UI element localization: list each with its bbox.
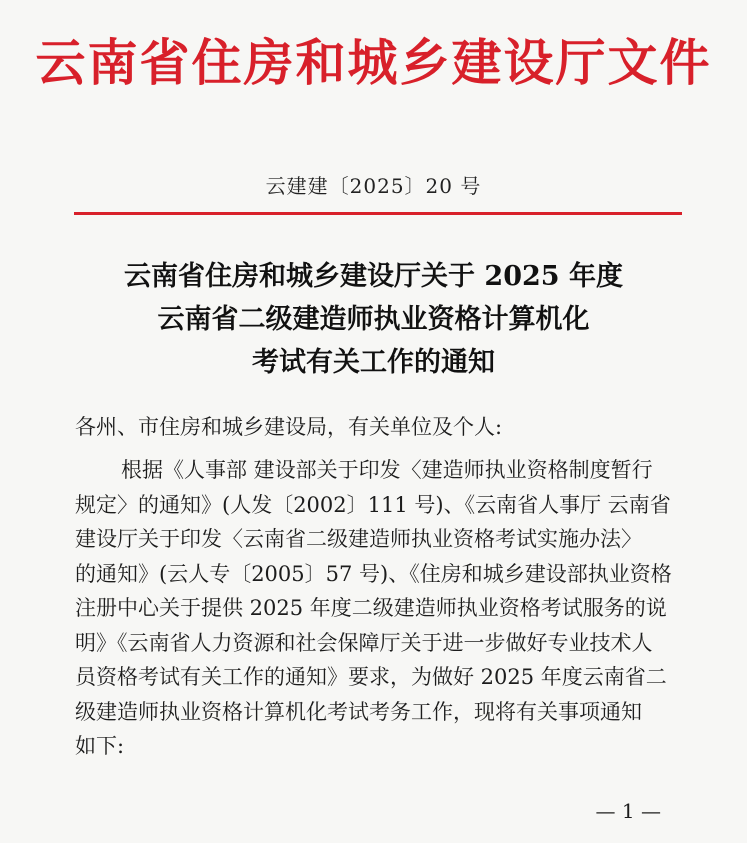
notice-title bbox=[0, 256, 747, 385]
document-header-title: 云南省住房和城乡建设厅文件 bbox=[35, 33, 712, 92]
page-number: — 1 — bbox=[595, 799, 661, 823]
body-line: 根据《人事部 建设部关于印发〈建造师执业资格制度暂行 bbox=[121, 458, 653, 482]
notice-title-line: 云南省二级建造师执业资格计算机化 bbox=[157, 304, 590, 335]
body-line: 级建造师执业资格计算机化考试考务工作，现将有关事项通知 bbox=[75, 699, 642, 724]
notice-title-line: 考试有关工作的通知 bbox=[252, 347, 495, 378]
salutation: 各州、市住房和城乡建设局，有关单位及个人: bbox=[75, 415, 503, 439]
body-line: 明》《云南省人力资源和社会保障厅关于进一步做好专业技术人 bbox=[75, 630, 653, 655]
body-line: 员资格考试有关工作的通知》要求，为做好 2025 年度云南省二 bbox=[75, 665, 667, 689]
body-line: 规定〉的通知》(人发〔2002〕111 号)、《云南省人事厅 云南省 bbox=[75, 492, 671, 517]
header-divider-red-line bbox=[74, 212, 682, 215]
body-line: 的通知》(云人专〔2005〕57 号)、《住房和城乡建设部执业资格 bbox=[75, 561, 672, 586]
body-line: 注册中心关于提供 2025 年度二级建造师执业资格考试服务的说 bbox=[75, 596, 667, 620]
notice-title-line: 云南省住房和城乡建设厅关于 2025 年度 bbox=[124, 261, 623, 292]
body-line: 如下: bbox=[75, 734, 125, 758]
body-line: 建设厅关于印发〈云南省二级建造师执业资格考试实施办法〉 bbox=[75, 527, 642, 551]
document-number: 云建建〔2025〕20 号 bbox=[265, 174, 482, 198]
body-paragraph bbox=[75, 453, 695, 764]
